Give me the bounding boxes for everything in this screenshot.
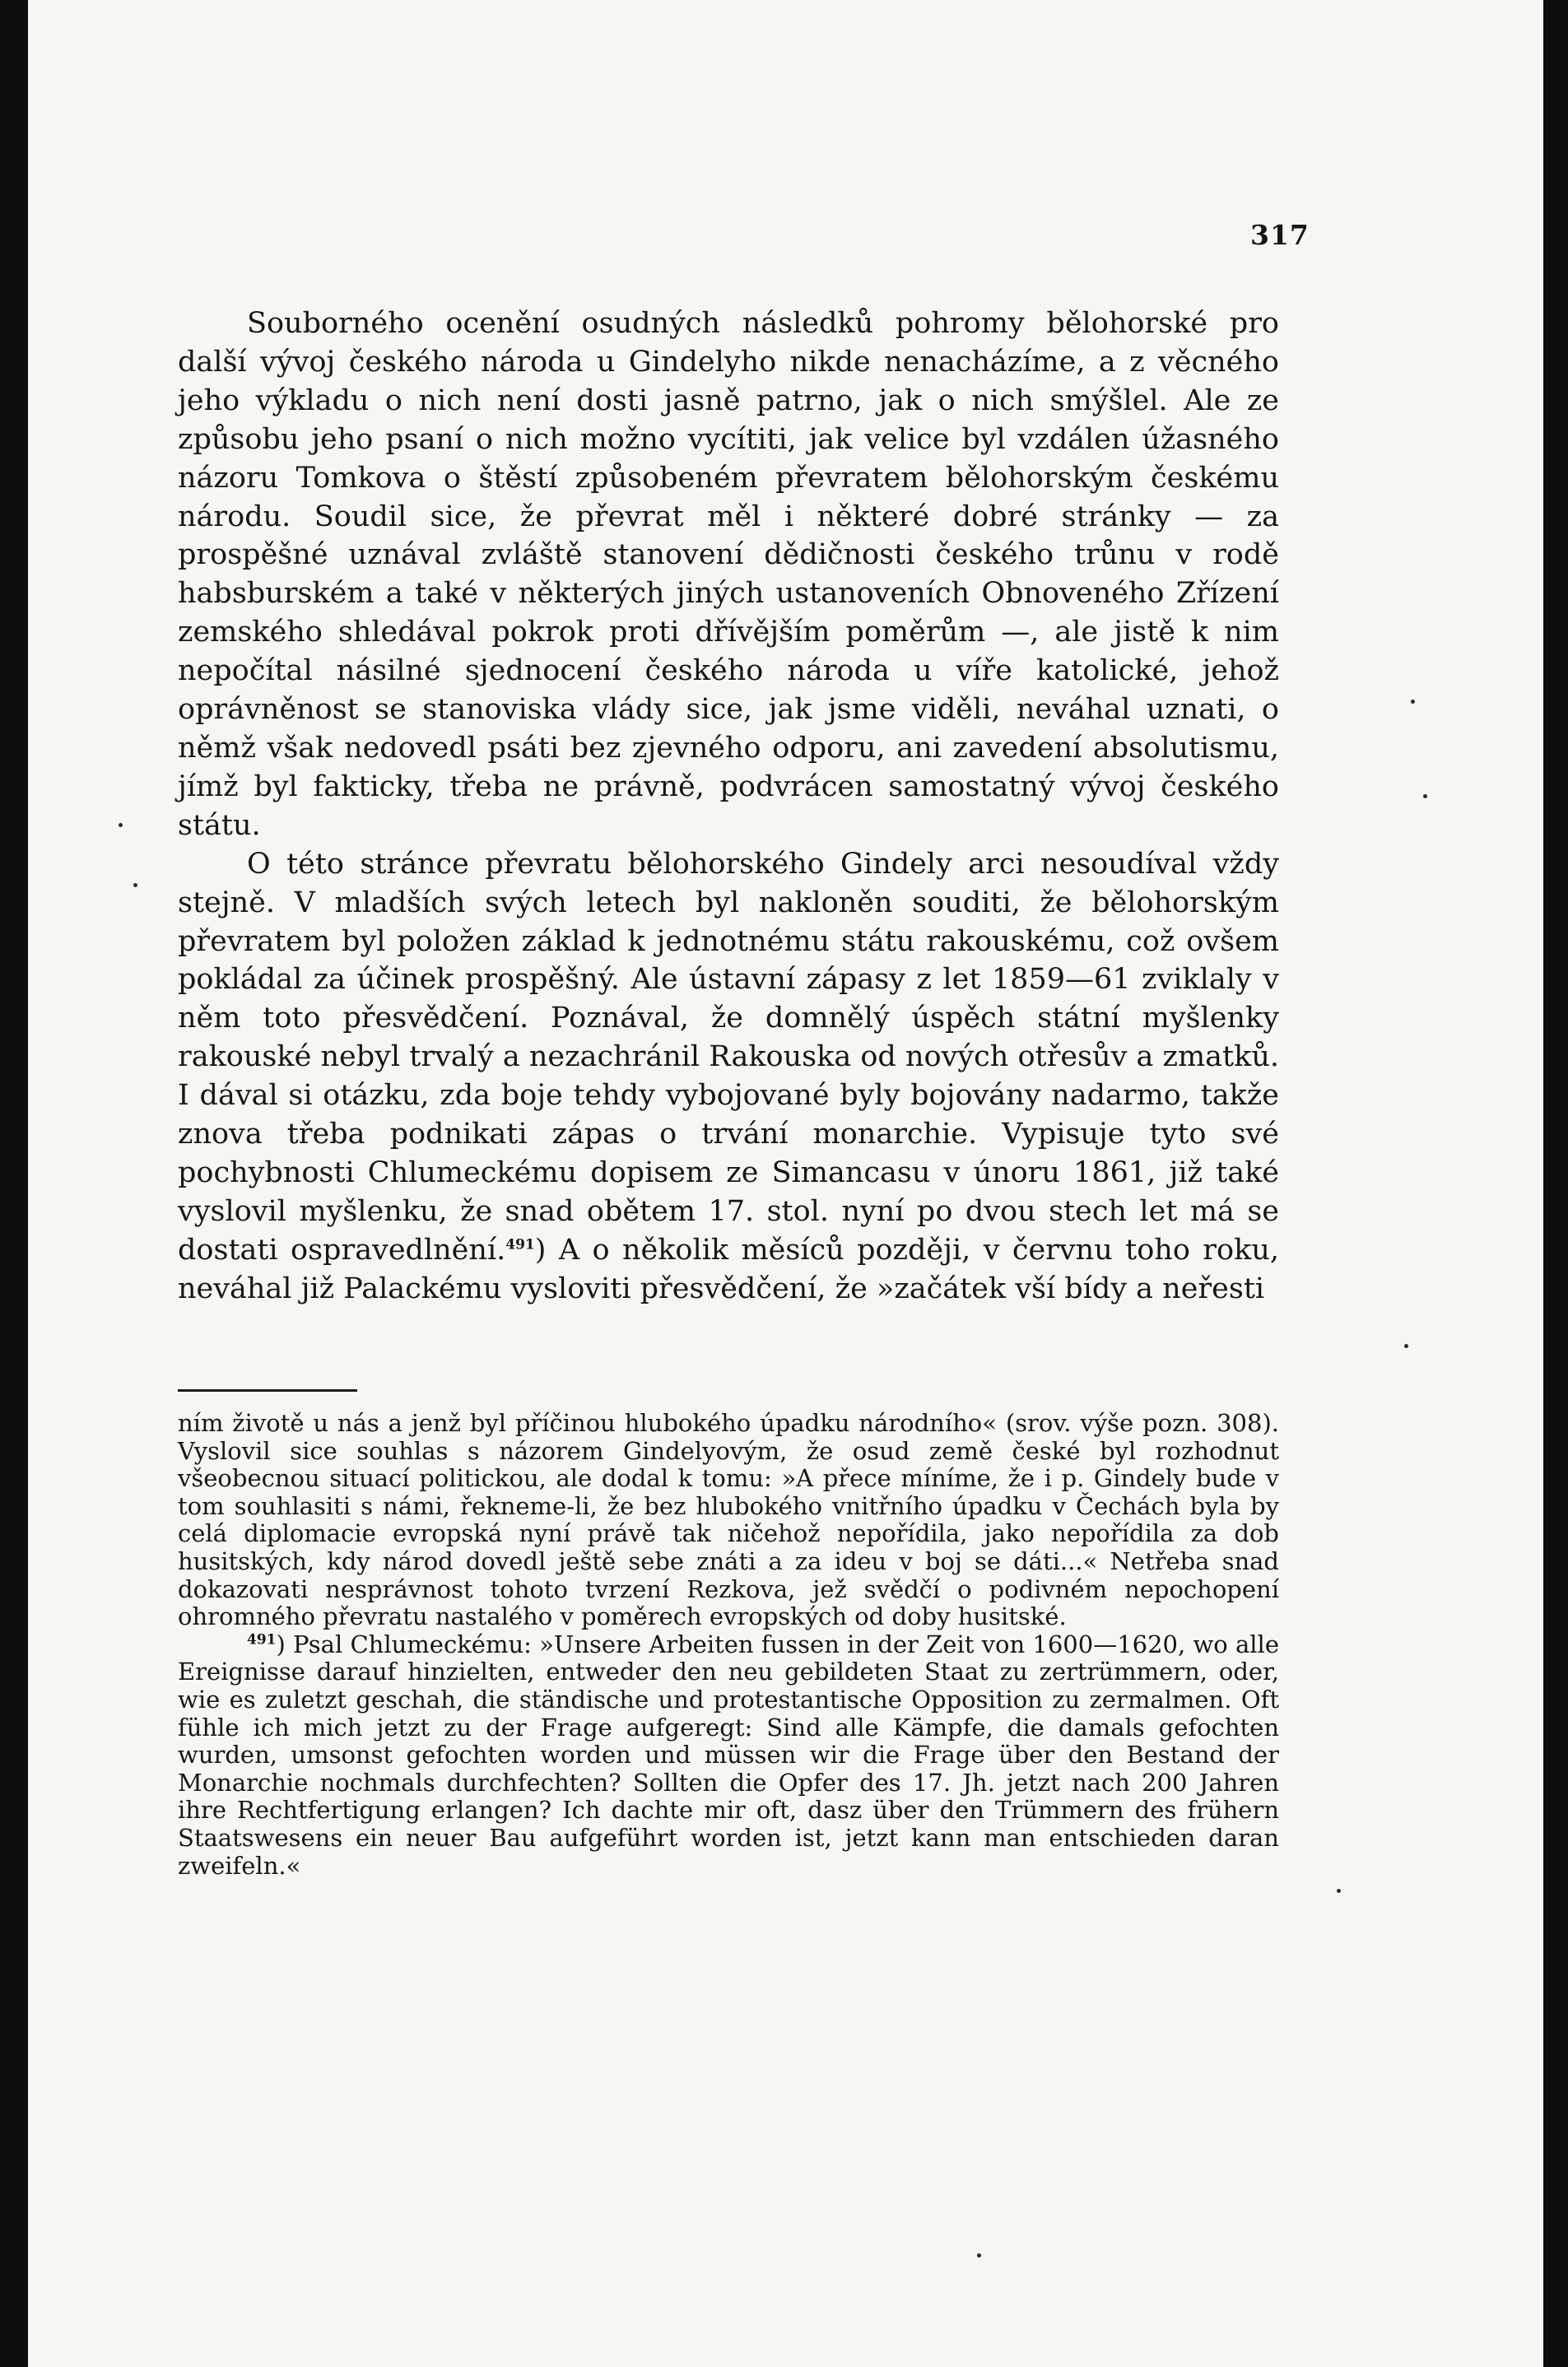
footnote-reference: 491	[505, 1236, 535, 1253]
scan-speck	[133, 883, 137, 887]
scan-speck	[1411, 700, 1415, 704]
footnote	[178, 1631, 1279, 1880]
footnote-mark: 491	[247, 1631, 277, 1649]
main-text	[178, 305, 1279, 1309]
book-page	[28, 0, 1543, 2367]
paragraph	[178, 845, 1279, 1309]
footnote-text: ) Psal Chlumeckému: »Unsere Arbeiten fussen in der Zeit von 1600—1620, wo alle Ereignisse darauf hinzielten, entweder den neu gebildeten Staat zu zertrümmern, oder, wie es zuletzt geschah, die ständische und protestantische Opposition zu zermalmen. Oft fühle ich mich jetzt zu der Frage aufgeregt: Sind alle Kämpfe, die damals gefochten wurden, umsonst gefochten worden und müssen wir die Frage über den Bestand der Monarchie nochmals durchfechten? Sollten die Opfer des 17. Jh. jetzt nach 200 Jahren ihre Rechtfertigung erlangen? Ich dachte mir oft, dasz über den Trümmern des frühern Staatswesens ein neuer Bau aufgeführt worden ist, jetzt kann man entschieden daran zweifeln.«	[178, 1630, 1279, 1880]
scan-speck	[1337, 1889, 1341, 1893]
scan-speck	[1423, 794, 1427, 798]
scan-speck	[977, 2253, 981, 2258]
scan-speck	[1404, 1344, 1408, 1348]
paragraph: Souborného ocenění osudných následků pohromy bělohorské pro další vývoj českého národa u Gindelyho nikde nenacházíme, a z věcného jeho výkladu o nich není dosti jasně patrno, jak o nich smýšlel. Ale ze způsobu jeho psaní o nich možno vycítiti, jak velice byl vzdálen úžasného názoru Tomkova o štěstí způsobeném převratem bělohorským českému národu. Soudil sice, že převrat měl i některé dobré stránky — za prospěšné uznával zvláště stanovení dědičnosti českého trůnu v rodě habsburském a také v některých jiných ustanoveních Obnoveného Zřízení zemského shledával pokrok proti dřívějším poměrům —, ale jistě k nim nepočítal násilné sjednocení českého národa u víře katolické, jehož oprávněnost se stanoviska vlády sice, jak jsme viděli, neváhal uznati, o němž však nedovedl psáti bez zjevného odporu, ani zavedení absolutismu, jímž byl fakticky, třeba ne právně, podvrácen samostatný vývoj českého státu.	[178, 307, 1279, 842]
footnote-divider	[178, 1389, 357, 1392]
paragraph-text: O této stránce převratu bělohorského Gindely arci nesoudíval vždy stejně. V mladších svých letech byl nakloněn souditi, že bělohorským převratem byl položen základ k jednotnému státu rakouskému, což ovšem pokládal za účinek prospěšný. Ale ústavní zápasy z let 1859—61 zviklaly v něm toto přesvědčení. Poznával, že domnělý úspěch státní myšlenky rakouské nebyl trvalý a nezachránil Rakouska od nových otřesův a zmatků. I dával si otázku, zda boje tehdy vybojované byly bojovány nadarmo, takže znova třeba podnikati zápas o trvání monarchie. Vypisuje tyto své pochybnosti Chlumeckému dopisem ze Simancasu v únoru 1861, již také vyslovil myšlenku, že snad obětem 17. stol. nyní po dvou stech let má se dostati ospravedlnění.	[178, 847, 1279, 1267]
footnote-continuation: ním životě u nás a jenž byl příčinou hlubokého úpadku národního« (srov. výše pozn. 308). Vyslovil sice souhlas s názorem Gindelyovým, že osud země české byl rozhodnut všeobecnou situací politickou, ale dodal k tomu: »A přece míníme, že i p. Gindely bude v tom souhlasiti s námi, řekneme-li, že bez hlubokého vnitřního úpadku v Čechách byla by celá diplomacie evropská nyní právě tak ničehož nepořídila, jako nepořídila za dob husitských, kdy národ dovedl ještě sebe znáti a za ideu v boj se dáti...« Netřeba snad dokazovati nesprávnost tohoto tvrzení Rezkova, jež svědčí o podivném nepochopení ohromného převratu nastalého v poměrech evropských od doby husitské.	[178, 1409, 1279, 1631]
footnotes	[178, 1410, 1279, 1880]
page-number: 317	[1250, 219, 1310, 251]
paragraph-tail: ) A o několik měsíců později, v červnu toho roku, neváhal již Palackému vysloviti přesvědčení, že »začátek vší bídy a neřesti	[178, 1233, 1279, 1305]
scan-speck	[119, 823, 123, 827]
